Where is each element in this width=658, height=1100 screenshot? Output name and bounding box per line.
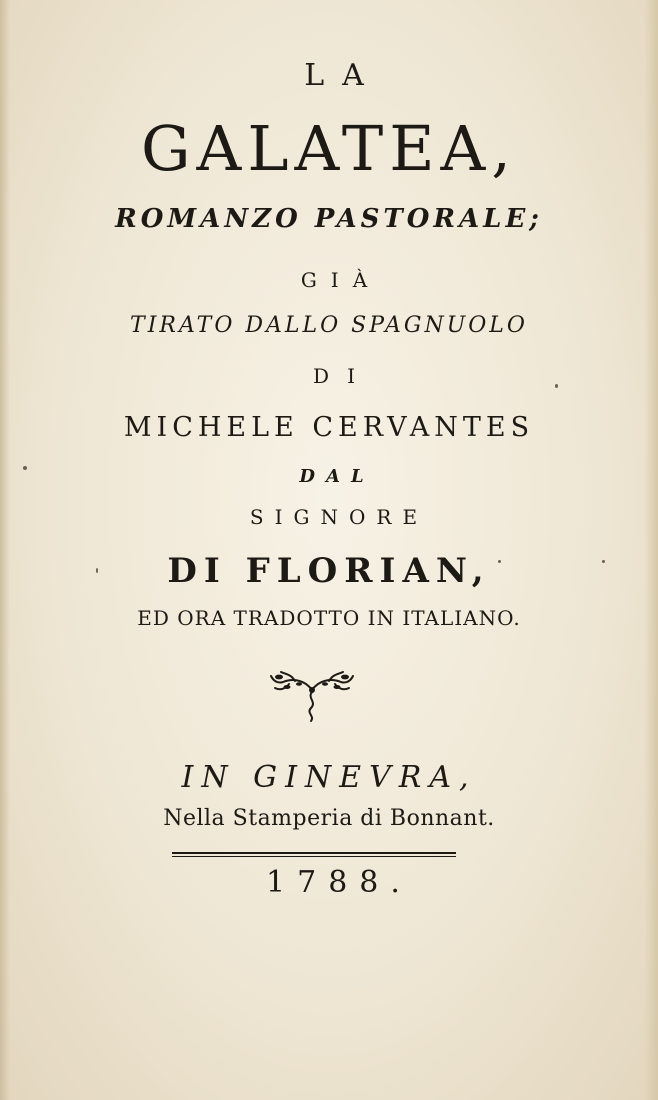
author-name: MICHELE CERVANTES	[123, 412, 535, 443]
imprint-place: IN GINEVRA,	[181, 760, 477, 795]
book-title: GALATEA,	[141, 112, 517, 185]
translator-name: DI FLORIAN,	[167, 551, 491, 591]
dal-line: DAL	[299, 466, 375, 487]
tirato-line: TIRATO DALLO SPAGNUOLO	[130, 313, 528, 338]
floral-vignette-icon	[265, 668, 359, 724]
book-subtitle: ROMANZO PASTORALE;	[115, 204, 543, 234]
title-article: LA	[304, 58, 382, 93]
double-rule-divider	[172, 852, 456, 854]
translation-note: ED ORA TRADOTTO IN ITALIANO.	[137, 606, 521, 630]
gia-line: GIÀ	[300, 268, 382, 292]
imprint-printer: Nella Stamperia di Bonnant.	[163, 806, 495, 831]
signore-line: SIGNORE	[249, 505, 429, 529]
di-line: DI	[313, 364, 373, 388]
imprint-year: 1788.	[266, 865, 412, 900]
